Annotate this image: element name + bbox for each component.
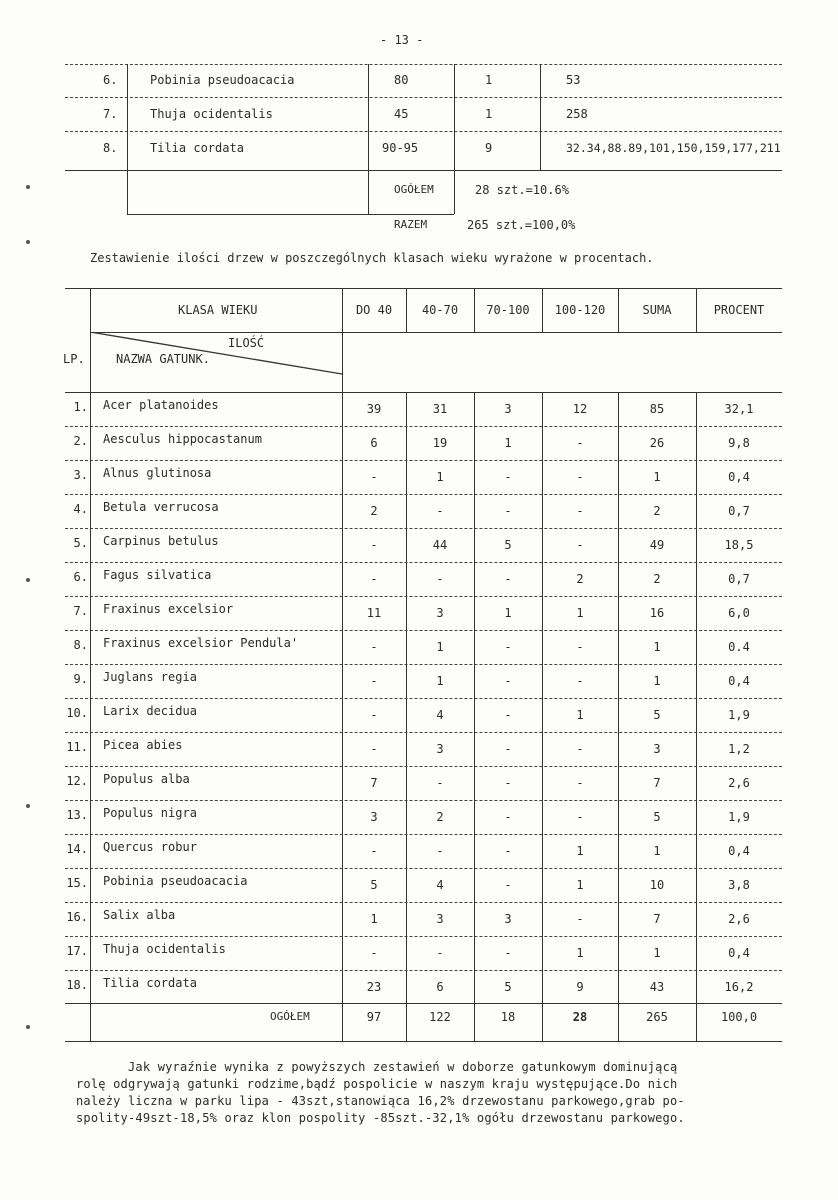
age-cell: 45 (394, 107, 409, 121)
cell-40-70: 6 (436, 980, 444, 994)
species-name: Populus nigra (103, 806, 197, 820)
cell-40-70: 3 (436, 742, 444, 756)
cell-70-100: - (504, 742, 512, 756)
cell-procent: 0.4 (728, 640, 750, 654)
lp-cell: 8. (103, 141, 118, 155)
cell-suma: 85 (649, 402, 665, 416)
cell-40-70: 4 (436, 708, 444, 722)
cell-40-70: 3 (436, 606, 444, 620)
species-name: Fagus silvatica (103, 568, 212, 582)
cell-do-40: - (370, 640, 378, 654)
lp-cell: 5. (73, 536, 88, 550)
cell-100-120: 1 (576, 844, 584, 858)
tree-numbers: 53 (566, 73, 581, 87)
cell-procent: 2,6 (728, 776, 750, 790)
cell-70-100: - (504, 878, 512, 892)
header-procent: PROCENT (713, 303, 765, 317)
header-suma: SUMA (642, 303, 672, 317)
cell-100-120: 9 (576, 980, 584, 994)
lp-cell: 9. (73, 672, 88, 686)
species-name: Carpinus betulus (103, 534, 219, 548)
lp-cell: 11. (66, 740, 88, 754)
cell-do-40: 39 (366, 402, 382, 416)
species-name: Juglans regia (103, 670, 197, 684)
total-do-40: 97 (366, 1010, 382, 1024)
cell-40-70: - (436, 776, 444, 790)
age-cell: 80 (394, 73, 409, 87)
cell-40-70: 1 (436, 640, 444, 654)
cell-70-100: 1 (504, 436, 512, 450)
species-name: Quercus robur (103, 840, 197, 854)
cell-procent: 16,2 (724, 980, 754, 994)
species-name: Tilia cordata (150, 141, 244, 155)
total-70-100: 18 (500, 1010, 516, 1024)
cell-do-40: 3 (370, 810, 378, 824)
lp-cell: 6. (103, 73, 118, 87)
header-ilosc: ILOŚĆ (228, 336, 265, 350)
cell-100-120: - (576, 776, 584, 790)
lp-cell: 7. (103, 107, 118, 121)
cell-70-100: - (504, 640, 512, 654)
cell-procent: 0,4 (728, 946, 750, 960)
cell-do-40: - (370, 538, 378, 552)
cell-40-70: 1 (436, 674, 444, 688)
cell-do-40: 6 (370, 436, 378, 450)
cell-100-120: 1 (576, 878, 584, 892)
razem-label: RAZEM (394, 218, 428, 231)
cell-100-120: 1 (576, 606, 584, 620)
lp-cell: 2. (73, 434, 88, 448)
cell-do-40: 1 (370, 912, 378, 926)
cell-70-100: - (504, 708, 512, 722)
cell-70-100: - (504, 946, 512, 960)
cell-100-120: - (576, 742, 584, 756)
cell-40-70: - (436, 572, 444, 586)
cell-100-120: - (576, 436, 584, 450)
lp-cell: 15. (66, 876, 88, 890)
species-name: Thuja ocidentalis (150, 107, 273, 121)
cell-100-120: - (576, 470, 584, 484)
cell-do-40: 7 (370, 776, 378, 790)
margin-dot (26, 240, 30, 244)
species-name: Acer platanoides (103, 398, 219, 412)
cell-70-100: - (504, 470, 512, 484)
lp-cell: 8. (73, 638, 88, 652)
cell-procent: 18,5 (724, 538, 754, 552)
lp-cell: 18. (66, 978, 88, 992)
cell-procent: 3,8 (728, 878, 750, 892)
cell-100-120: 1 (576, 946, 584, 960)
total-procent: 100,0 (720, 1010, 758, 1024)
species-name: Tilia cordata (103, 976, 197, 990)
count-cell: 1 (485, 73, 493, 87)
cell-suma: 5 (653, 708, 661, 722)
cell-do-40: - (370, 572, 378, 586)
cell-40-70: 4 (436, 878, 444, 892)
header-70-100: 70-100 (486, 303, 530, 317)
cell-do-40: 23 (366, 980, 382, 994)
cell-40-70: 44 (432, 538, 448, 552)
cell-70-100: - (504, 810, 512, 824)
cell-procent: 1,9 (728, 708, 750, 722)
cell-suma: 2 (653, 504, 661, 518)
cell-do-40: 11 (366, 606, 382, 620)
total-label: OGÓŁEM (270, 1010, 310, 1023)
cell-100-120: - (576, 912, 584, 926)
species-name: Fraxinus excelsior Pendula' (103, 636, 299, 650)
cell-suma: 49 (649, 538, 665, 552)
species-name: Picea abies (103, 738, 183, 752)
total-100-120: 28 (572, 1010, 588, 1024)
count-cell: 9 (485, 141, 493, 155)
page-number: - 13 - (380, 33, 424, 47)
cell-procent: 0,4 (728, 844, 750, 858)
cell-do-40: 2 (370, 504, 378, 518)
cell-40-70: - (436, 844, 444, 858)
cell-100-120: 12 (572, 402, 588, 416)
cell-do-40: - (370, 708, 378, 722)
cell-procent: 1,2 (728, 742, 750, 756)
species-name: Pobinia pseudoacacia (103, 874, 248, 888)
header-klasa-wieku: KLASA WIEKU (178, 303, 258, 317)
ogolem-value: 28 szt.=10.6% (475, 183, 569, 197)
cell-70-100: 3 (504, 912, 512, 926)
species-name: Alnus glutinosa (103, 466, 212, 480)
cell-40-70: - (436, 504, 444, 518)
lp-cell: 7. (73, 604, 88, 618)
species-name: Betula verrucosa (103, 500, 219, 514)
cell-procent: 6,0 (728, 606, 750, 620)
cell-procent: 0,4 (728, 470, 750, 484)
margin-dot (26, 1025, 30, 1029)
cell-100-120: 1 (576, 708, 584, 722)
lp-cell: 4. (73, 502, 88, 516)
paragraph-line: należy liczna w parku lipa - 43szt,stanowiąca 16,2% drzewostanu parkowego,grab po- (76, 1094, 685, 1108)
cell-do-40: - (370, 674, 378, 688)
species-name: Pobinia pseudoacacia (150, 73, 295, 87)
species-name: Aesculus hippocastanum (103, 432, 262, 446)
razem-value: 265 szt.=100,0% (467, 218, 576, 232)
cell-40-70: 2 (436, 810, 444, 824)
species-name: Larix decidua (103, 704, 197, 718)
paragraph-line: rolę odgrywają gatunki rodzime,bądź pospolicie w naszym kraju występujące.Do nich (76, 1077, 678, 1091)
cell-procent: 0,7 (728, 572, 750, 586)
cell-40-70: 19 (432, 436, 448, 450)
cell-suma: 10 (649, 878, 665, 892)
margin-dot (26, 578, 30, 582)
cell-do-40: - (370, 844, 378, 858)
cell-70-100: - (504, 504, 512, 518)
lp-cell: 10. (66, 706, 88, 720)
cell-suma: 16 (649, 606, 665, 620)
cell-70-100: 3 (504, 402, 512, 416)
cell-70-100: 5 (504, 538, 512, 552)
lp-cell: 16. (66, 910, 88, 924)
cell-procent: 32,1 (724, 402, 754, 416)
cell-100-120: - (576, 640, 584, 654)
cell-suma: 1 (653, 946, 661, 960)
cell-suma: 2 (653, 572, 661, 586)
lp-cell: 14. (66, 842, 88, 856)
cell-100-120: - (576, 538, 584, 552)
lp-cell: 13. (66, 808, 88, 822)
cell-procent: 9,8 (728, 436, 750, 450)
species-name: Populus alba (103, 772, 190, 786)
cell-suma: 5 (653, 810, 661, 824)
cell-40-70: 31 (432, 402, 448, 416)
lp-cell: 6. (73, 570, 88, 584)
margin-dot (26, 804, 30, 808)
lp-cell: 12. (66, 774, 88, 788)
cell-40-70: 1 (436, 470, 444, 484)
cell-suma: 3 (653, 742, 661, 756)
ogolem-label: OGÓŁEM (394, 183, 434, 196)
cell-procent: 1,9 (728, 810, 750, 824)
cell-procent: 0,7 (728, 504, 750, 518)
cell-do-40: - (370, 946, 378, 960)
cell-do-40: - (370, 742, 378, 756)
cell-70-100: 5 (504, 980, 512, 994)
lp-cell: 17. (66, 944, 88, 958)
cell-procent: 0,4 (728, 674, 750, 688)
header-40-70: 40-70 (421, 303, 459, 317)
header-lp: LP. (63, 352, 85, 366)
cell-do-40: - (370, 470, 378, 484)
section-title: Zestawienie ilości drzew w poszczególnych klasach wieku wyrażone w procentach. (90, 251, 654, 265)
margin-dot (26, 185, 30, 189)
cell-100-120: - (576, 504, 584, 518)
lp-cell: 3. (73, 468, 88, 482)
cell-suma: 43 (649, 980, 665, 994)
total-suma: 265 (646, 1010, 668, 1024)
cell-suma: 1 (653, 674, 661, 688)
header-100-120: 100-120 (554, 303, 606, 317)
cell-70-100: - (504, 674, 512, 688)
cell-40-70: - (436, 946, 444, 960)
cell-suma: 1 (653, 470, 661, 484)
cell-70-100: - (504, 844, 512, 858)
cell-70-100: - (504, 776, 512, 790)
species-name: Salix alba (103, 908, 176, 922)
cell-100-120: 2 (576, 572, 584, 586)
cell-procent: 2,6 (728, 912, 750, 926)
cell-suma: 1 (653, 844, 661, 858)
tree-numbers: 258 (566, 107, 588, 121)
cell-100-120: - (576, 810, 584, 824)
cell-suma: 7 (653, 776, 661, 790)
lp-cell: 1. (73, 400, 88, 414)
cell-suma: 1 (653, 640, 661, 654)
header-nazwa-gatunk: NAZWA GATUNK. (116, 352, 210, 366)
age-cell: 90-95 (382, 141, 419, 155)
paragraph-line: Jak wyraźnie wynika z powyższych zestawień w doborze gatunkowym dominującą (128, 1060, 678, 1074)
header-do-40: DO 40 (355, 303, 393, 317)
cell-100-120: - (576, 674, 584, 688)
tree-numbers: 32.34,88.89,101,150,159,177,211 (566, 141, 781, 155)
species-name: Fraxinus excelsior (103, 602, 234, 616)
count-cell: 1 (485, 107, 493, 121)
cell-40-70: 3 (436, 912, 444, 926)
total-40-70: 122 (429, 1010, 451, 1024)
cell-suma: 26 (649, 436, 665, 450)
cell-suma: 7 (653, 912, 661, 926)
species-name: Thuja ocidentalis (103, 942, 226, 956)
paragraph-line: spolity-49szt-18,5% oraz klon pospolity -85szt.-32,1% ogółu drzewostanu parkowego. (76, 1111, 685, 1125)
cell-70-100: 1 (504, 606, 512, 620)
cell-70-100: - (504, 572, 512, 586)
cell-do-40: 5 (370, 878, 378, 892)
